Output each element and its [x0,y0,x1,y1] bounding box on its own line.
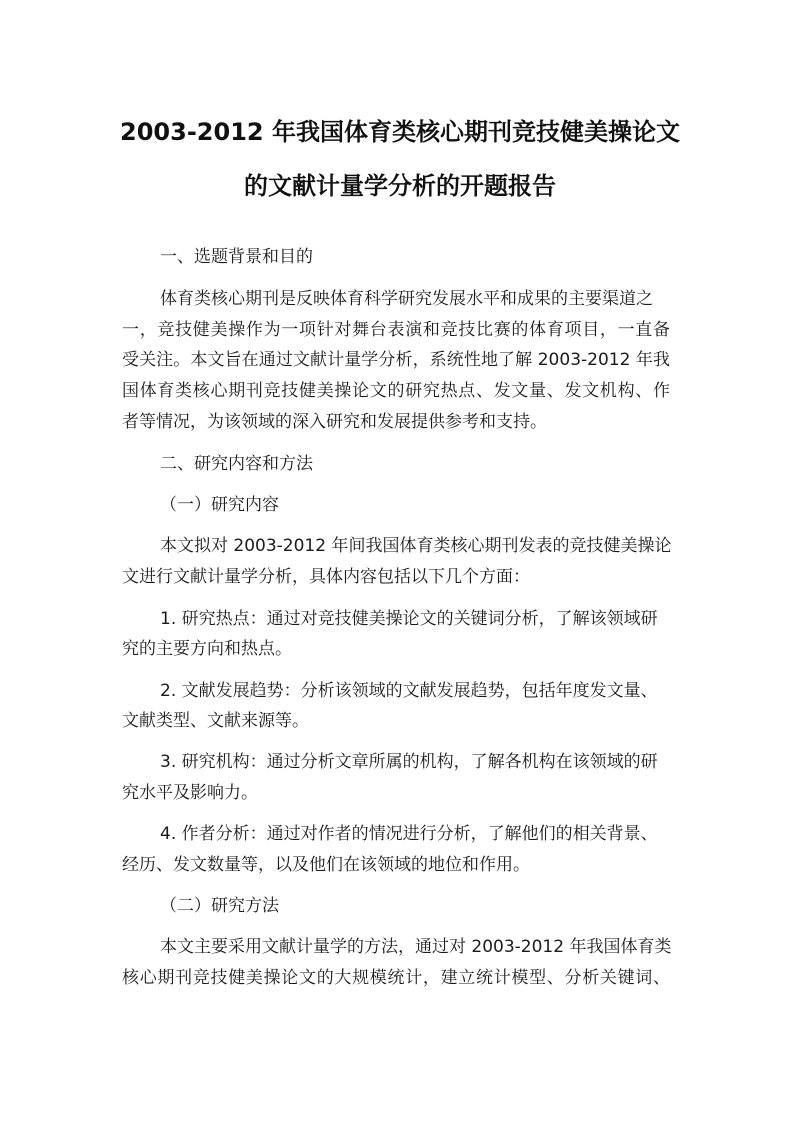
section-heading-background: 一、选题背景和目的 [160,247,313,267]
paragraph-line: 体育类核心期刊是反映体育科学研究发展水平和成果的主要渠道之 [160,289,653,309]
paragraph-line: 者等情况，为该领域的深入研究和发展提供参考和支持。 [122,412,547,432]
list-item-line: 3. 研究机构：通过分析文章所属的机构，了解各机构在该领域的研 [160,752,658,772]
paragraph-line: 受关注。本文旨在通过文献计量学分析，系统性地了解 2003-2012 年我 [122,350,670,370]
list-item-line: 经历、发文数量等，以及他们在该领域的地位和作用。 [122,855,530,875]
subsection-heading-content: （一）研究内容 [160,495,279,515]
list-item-line: 文献类型、文献来源等。 [122,711,309,731]
document-title-line-1: 2003-2012 年我国体育类核心期刊竞技健美操论文 [120,118,680,146]
subsection-heading-methods: （二）研究方法 [160,896,279,916]
paragraph-line: 本文主要采用文献计量学的方法，通过对 2003-2012 年我国体育类 [160,937,672,957]
list-item-line: 2. 文献发展趋势：分析该领域的文献发展趋势，包括年度发文量、 [160,681,658,701]
paragraph-line: 国体育类核心期刊竞技健美操论文的研究热点、发文量、发文机构、作 [122,381,670,401]
paragraph-line: 核心期刊竞技健美操论文的大规模统计，建立统计模型、分析关键词、 [122,968,670,988]
section-heading-content-methods: 二、研究内容和方法 [160,454,313,474]
document-title-line-2: 的文献计量学分析的开题报告 [244,172,556,200]
list-item-line: 究水平及影响力。 [122,783,258,803]
list-item-line: 究的主要方向和热点。 [122,639,292,659]
paragraph-line: 文进行文献计量学分析，具体内容包括以下几个方面： [122,567,530,587]
list-item-line: 1. 研究热点：通过对竞技健美操论文的关键词分析，了解该领域研 [160,609,658,629]
list-item-line: 4. 作者分析：通过对作者的情况进行分析，了解他们的相关背景、 [160,824,658,844]
paragraph-line: 本文拟对 2003-2012 年间我国体育类核心期刊发表的竞技健美操论 [160,536,672,556]
paragraph-line: 一，竞技健美操作为一项针对舞台表演和竞技比赛的体育项目，一直备 [122,320,670,340]
